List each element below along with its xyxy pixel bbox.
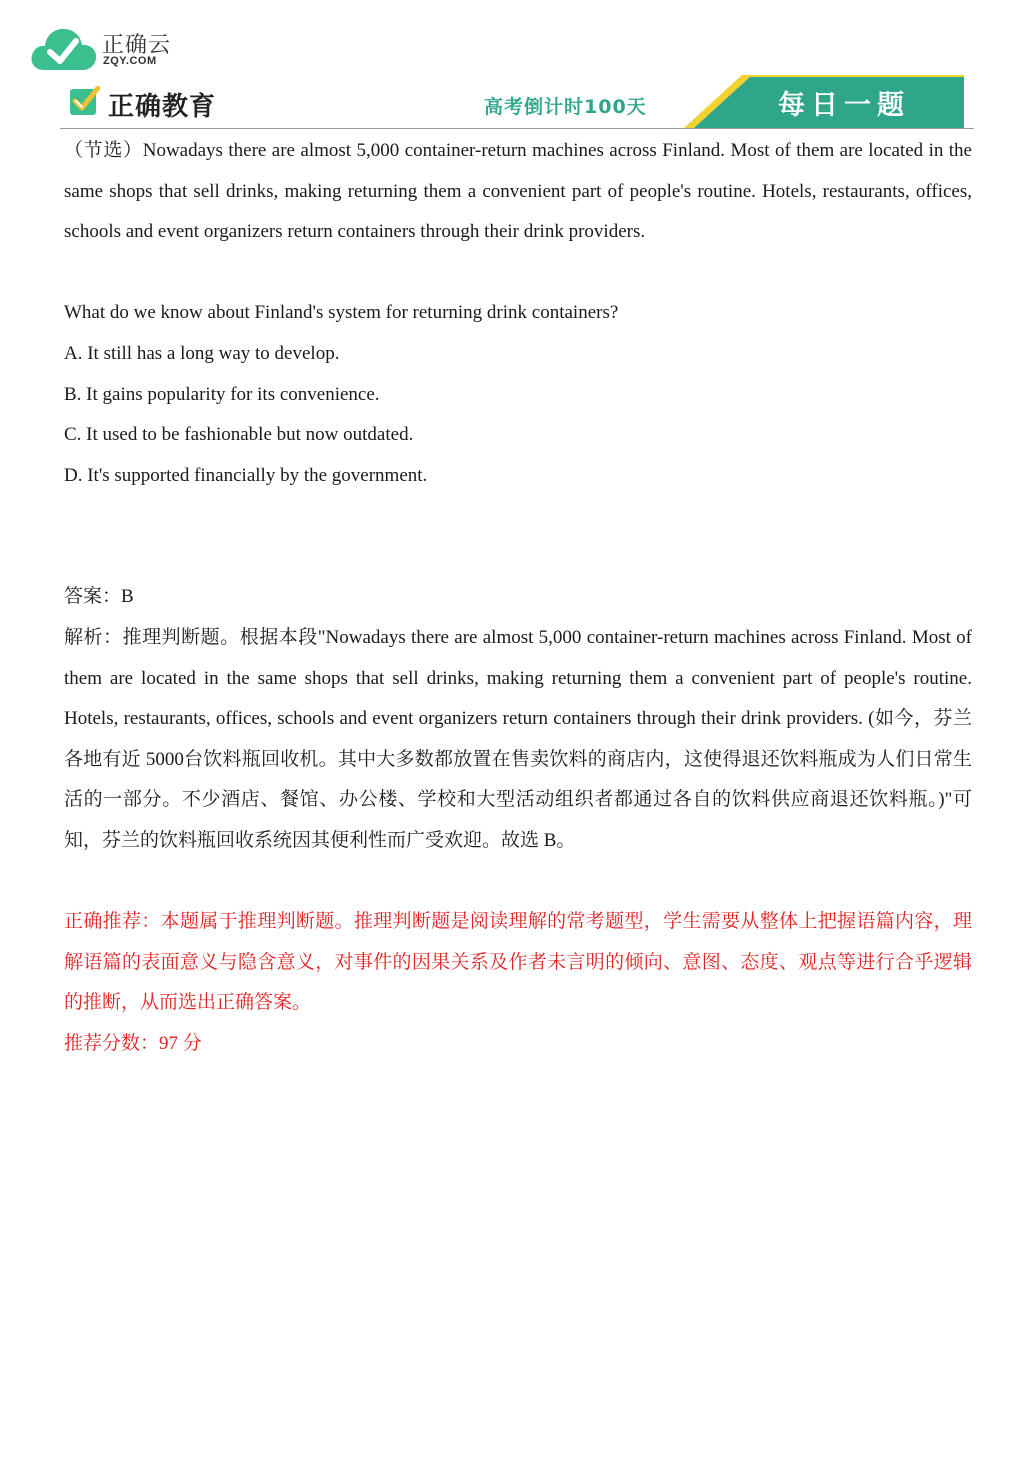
- option-d: D. It's supported financially by the government.: [64, 464, 428, 486]
- question-stem: What do we know about Finland's system for returning drink containers?: [64, 302, 619, 324]
- option-a: A. It still has a long way to develop.: [64, 342, 340, 364]
- logo-chinese-name: 正确云: [102, 33, 172, 58]
- recommended-score: 推荐分数：97 分: [64, 1032, 202, 1054]
- analysis-text: 解析：推理判断题。根据本段"Nowadays there are almost 5,000 container-return machines across Finland. Most of them are located in the same shops that sell drinks, making returning them a convenient part of people's routine. Hotels, restaurants, offices, schools and event organizers return containers through their drink providers. (如今，芬兰各地有近 5000台饮料瓶回收机。其中大多数都放置在售卖饮料的商店内，这使得退还饮料瓶成为人们日常生活的一部分。不少酒店、餐馆、办公楼、学校和大型活动组织者都通过各自的饮料供应商退还饮料瓶。)"可知，芬兰的饮料瓶回收系统因其便利性而广受欢迎。故选 B。: [64, 626, 972, 851]
- countdown-label: 高考倒计时100天: [484, 96, 647, 118]
- brand-name: 正确教育: [108, 92, 217, 122]
- zqy-logo: [30, 26, 190, 74]
- reading-passage: （节选）Nowadays there are almost 5,000 container-return machines across Finland. Most of them are located in the same shops that sell drinks, making returning them a convenient part of people's routine. Hotels, restaurants, offices, schools and event organizers return containers through their drink providers.: [64, 140, 972, 243]
- logo-domain: ZQY.COM: [103, 55, 157, 67]
- option-c: C. It used to be fashionable but now outdated.: [64, 424, 414, 446]
- answer-line: 答案：B: [64, 586, 134, 608]
- checkbox-icon: [68, 86, 100, 118]
- recommendation-text: 正确推荐：本题属于推理判断题。推理判断题是阅读理解的常考题型，学生需要从整体上把握语篇内容，理解语篇的表面意义与隐含意义，对事件的因果关系及作者未言明的倾向、意图、态度、观点等进行合乎逻辑的推断，从而选出正确答案。: [64, 911, 972, 1014]
- main-content: [64, 131, 972, 1064]
- header-divider: [60, 128, 974, 129]
- option-b: B. It gains popularity for its convenience.: [64, 383, 380, 405]
- cloud-check-icon: [30, 26, 98, 72]
- banner-title: 每日一题: [778, 90, 910, 121]
